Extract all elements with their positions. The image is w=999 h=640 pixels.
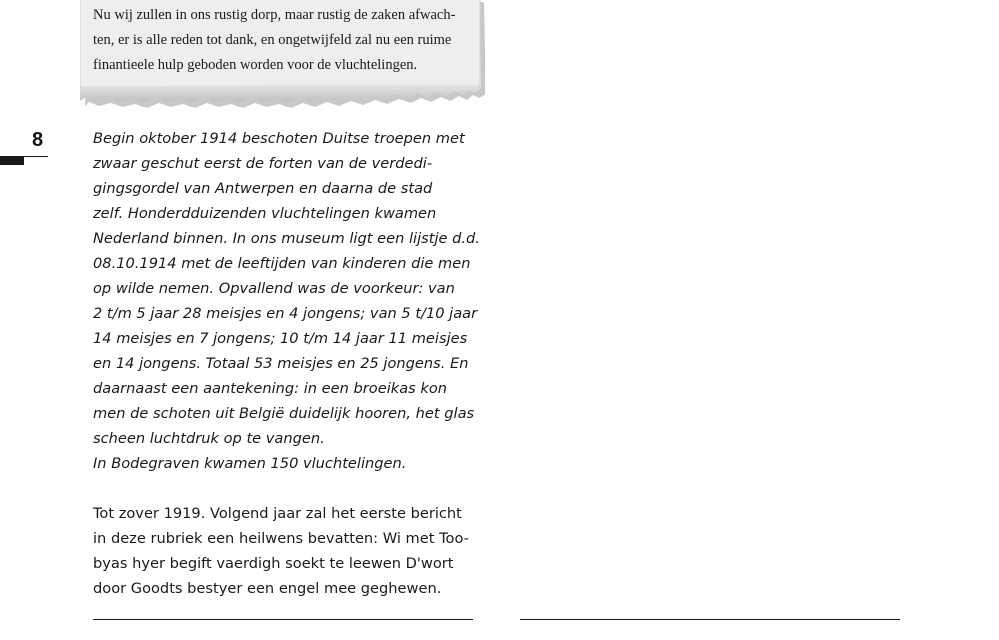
article-body [93, 126, 483, 601]
clipping-line: Nu wij zullen in ons rustig dorp, maar rustig de zaken afwach- [93, 7, 456, 23]
newspaper-clipping [80, 0, 485, 108]
clipping-line: finantieele hulp geboden worden voor de vluchtelingen. [93, 57, 418, 73]
closing-line: in deze rubriek een heilwens bevatten: Wi met Too- [93, 530, 469, 547]
article-line: 08.10.1914 met de leeftijden van kinderen die men [93, 255, 471, 272]
paragraph-spacer [93, 476, 483, 501]
article-line: In Bodegraven kwamen 150 vluchtelingen. [93, 455, 407, 472]
article-closing-paragraph [93, 501, 483, 601]
article-line: gingsgordel van Antwerpen en daarna de stad [93, 180, 433, 197]
closing-line: door Goodts bestyer een engel mee geghewen. [93, 580, 442, 597]
article-line: zelf. Honderdduizenden vluchtelingen kwamen [93, 205, 437, 222]
closing-line: Tot zover 1919. Volgend jaar zal het eerste bericht [93, 505, 462, 522]
article-line: op wilde nemen. Opvallend was de voorkeur: van [93, 280, 455, 297]
page-number-rule [0, 156, 48, 165]
article-line: en 14 jongens. Totaal 53 meisjes en 25 jongens. En [93, 355, 469, 372]
closing-line: byas hyer begift vaerdigh soekt te leewen D'wort [93, 555, 454, 572]
article-line: scheen luchtdruk op te vangen. [93, 430, 325, 447]
clipping-line: ten, er is alle reden tot dank, en ongetwijfeld zal nu een ruime [93, 32, 452, 48]
article-line: 2 t/m 5 jaar 28 meisjes en 4 jongens; van 5 t/10 jaar [93, 305, 478, 322]
article-line: zwaar geschut eerst de forten van de verdedi- [93, 155, 433, 172]
clipping-text [93, 3, 478, 78]
article-line: men de schoten uit België duidelijk hooren, het glas [93, 405, 475, 422]
article-line: daarnaast een aantekening: in een broeikas kon [93, 380, 448, 397]
article-line: Nederland binnen. In ons museum ligt een lijstje d.d. [93, 230, 480, 247]
article-italic-paragraph [93, 126, 483, 476]
left-column-bottom-rule [93, 619, 473, 620]
page-number: 8 [32, 129, 44, 151]
article-line: Begin oktober 1914 beschoten Duitse troepen met [93, 130, 465, 147]
right-column-bottom-rule [520, 619, 900, 620]
article-line: 14 meisjes en 7 jongens; 10 t/m 14 jaar 11 meisjes [93, 330, 468, 347]
